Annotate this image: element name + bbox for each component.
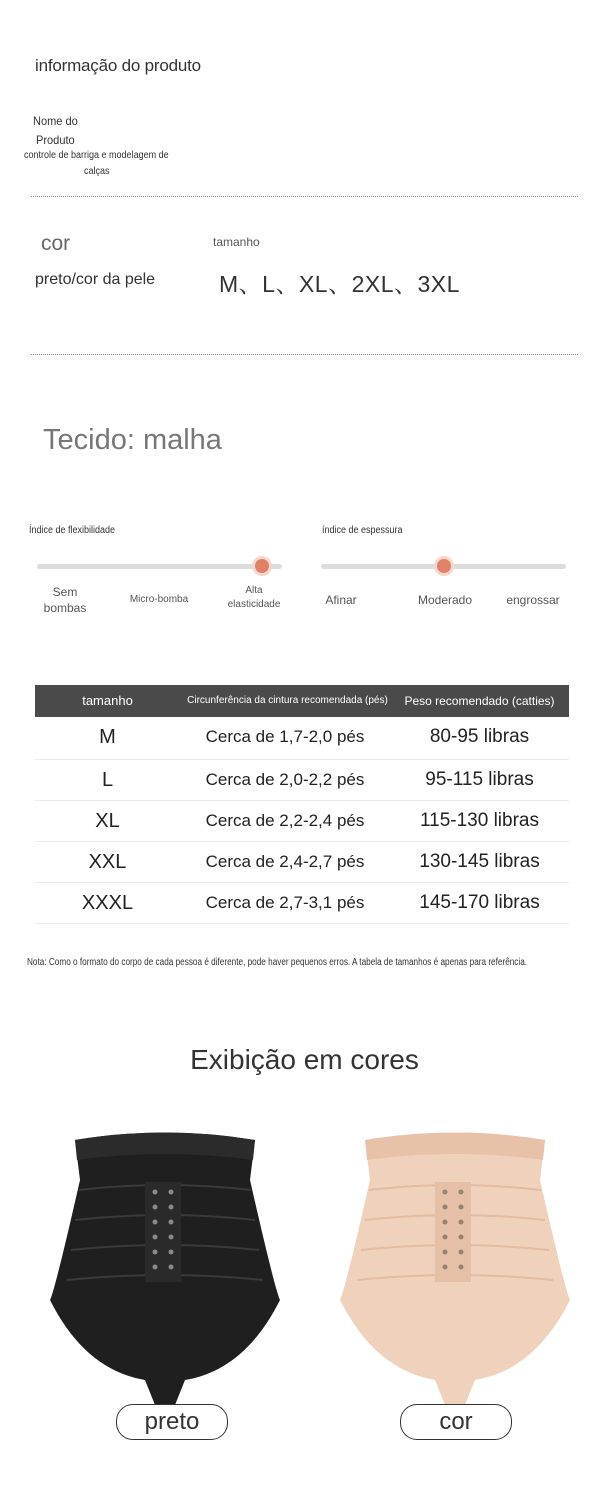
- cell-waist: Cerca de 2,2-2,4 pés: [205, 811, 365, 830]
- flexibility-label-low: Sem bombas: [43, 585, 87, 615]
- thickness-track: [321, 564, 566, 569]
- size-value: M、L、XL、2XL、3XL: [219, 271, 460, 297]
- fabric-title: Tecido: malha: [43, 424, 222, 456]
- thickness-label-mid: Moderado: [417, 593, 473, 607]
- flexibility-knob: [255, 559, 269, 573]
- cell-size: XXL: [88, 851, 127, 873]
- product-name-value-line1: controle de barriga e modelagem de: [24, 150, 169, 161]
- flexibility-track: [37, 564, 282, 569]
- thickness-label-high: engrossar: [506, 593, 560, 607]
- color-option-black[interactable]: preto: [116, 1404, 228, 1440]
- table-row: [35, 717, 569, 760]
- flexibility-index-title: Índice de flexibilidade: [29, 525, 116, 536]
- table-row: [35, 842, 569, 883]
- cell-size: L: [101, 769, 114, 791]
- size-table: [35, 685, 569, 924]
- cell-waist: Cerca de 2,0-2,2 pés: [205, 770, 365, 789]
- cell-weight: 130-145 libras: [419, 851, 540, 872]
- table-row: [35, 883, 569, 924]
- size-table-note: Nota: Como o formato do corpo de cada pessoa é diferente, pode haver pequenos erros. A tabela de tamanhos é apenas para referência.: [27, 957, 528, 968]
- cell-size: XXXL: [81, 892, 134, 914]
- header-size: tamanho: [82, 693, 133, 708]
- product-name-label-line1: Nome do: [33, 114, 78, 128]
- flexibility-label-high: Alta elasticidade: [227, 585, 281, 610]
- table-row: [35, 760, 569, 801]
- flexibility-label-mid: Micro-bomba: [129, 594, 189, 605]
- dotted-divider-2: [31, 354, 578, 355]
- color-option-nude[interactable]: cor: [400, 1404, 512, 1440]
- header-waist: Circunferência da cintura recomendada (pés): [187, 695, 388, 706]
- table-row: [35, 801, 569, 842]
- color-label: cor: [41, 232, 71, 255]
- color-value: preto/cor da pele: [35, 271, 156, 288]
- size-table-header: [35, 685, 569, 717]
- dotted-divider-1: [31, 196, 578, 197]
- size-table-body: [35, 717, 569, 924]
- cell-weight: 145-170 libras: [419, 892, 540, 913]
- cell-waist: Cerca de 1,7-2,0 pés: [205, 727, 365, 746]
- product-name-value-line2: calças: [84, 166, 110, 177]
- color-display-title: Exibição em cores: [190, 1044, 419, 1075]
- product-name-label-line2: Produto: [36, 133, 75, 147]
- header-weight: Peso recomendado (catties): [404, 694, 555, 708]
- cell-weight: 80-95 libras: [429, 726, 530, 747]
- thickness-index-title: índice de espessura: [322, 525, 403, 536]
- thickness-knob: [437, 559, 451, 573]
- cell-size: XL: [95, 810, 120, 832]
- size-label: tamanho: [213, 235, 260, 249]
- cell-weight: 115-130 libras: [419, 810, 539, 831]
- cell-size: M: [99, 726, 116, 748]
- cell-weight: 95-115 libras: [425, 769, 534, 790]
- section-title-product-info: informação do produto: [35, 56, 201, 75]
- cell-waist: Cerca de 2,7-3,1 pés: [205, 893, 365, 912]
- nude-shaper-image: [335, 1120, 575, 1410]
- black-shaper-image: [45, 1120, 285, 1410]
- thickness-label-low: Afinar: [325, 593, 357, 607]
- cell-waist: Cerca de 2,4-2,7 pés: [205, 852, 365, 871]
